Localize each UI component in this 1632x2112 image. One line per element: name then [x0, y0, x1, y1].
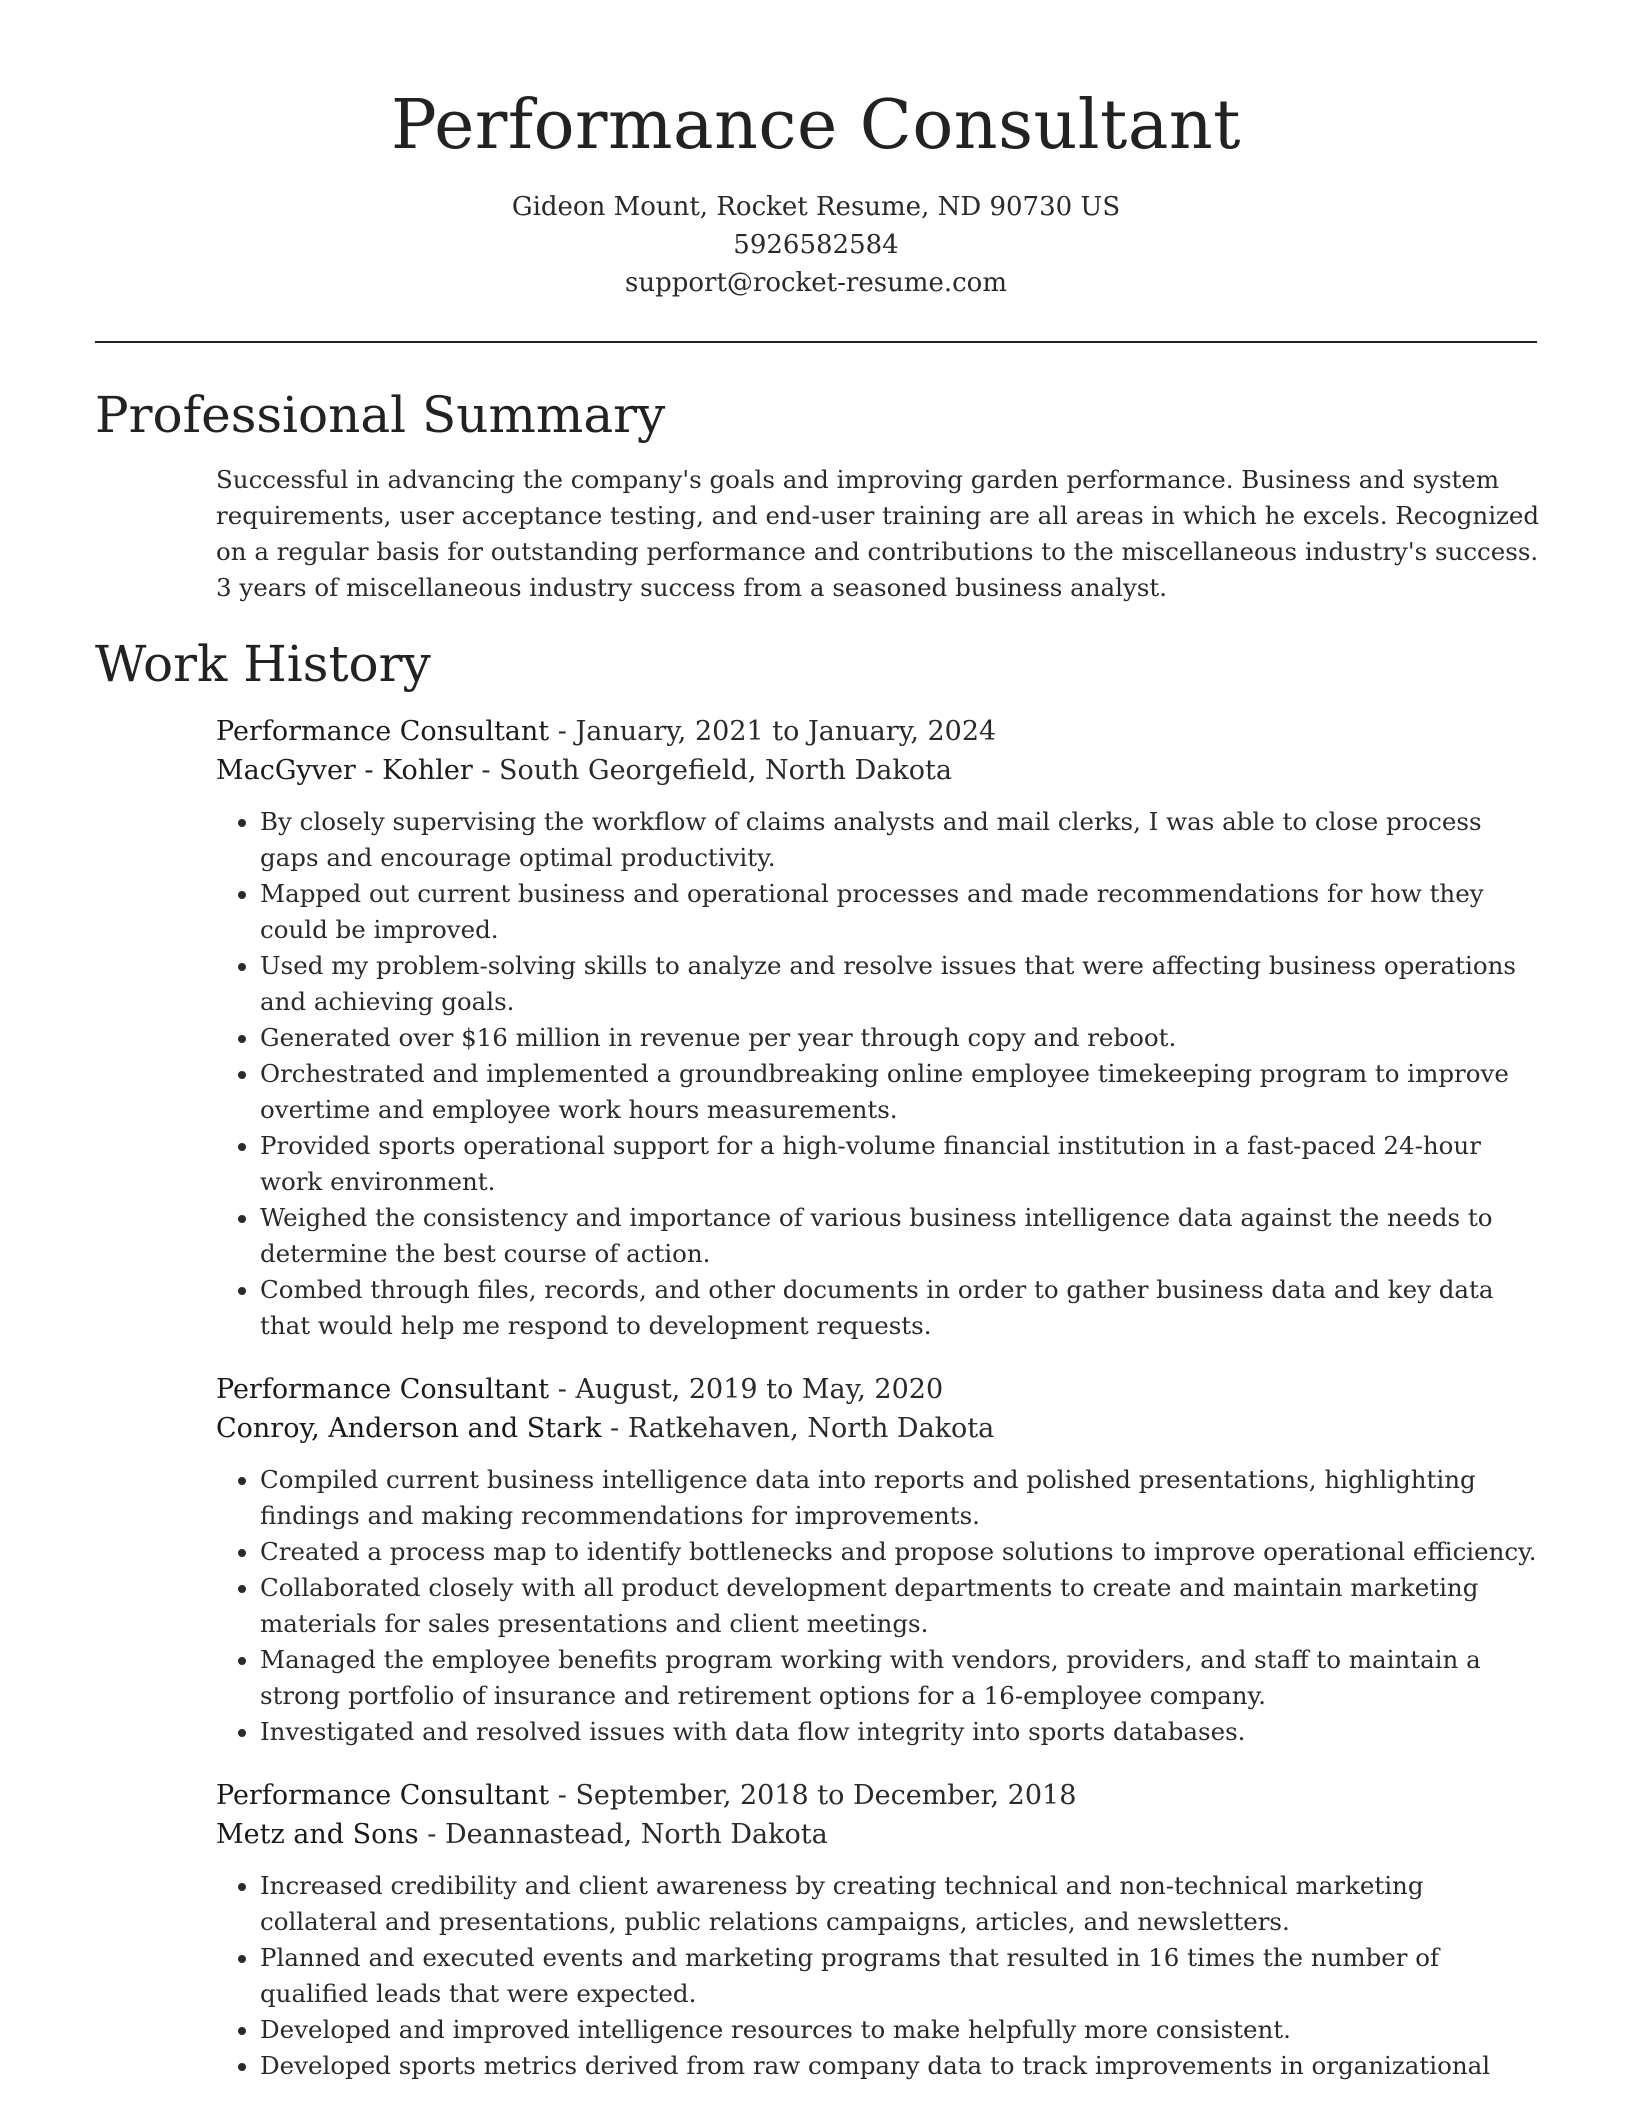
- job-entry: [216, 712, 1546, 1344]
- job-bullet: • Generated over $16 million in revenue per year through copy and reboot.: [260, 1020, 1546, 1056]
- job-bullet: • Managed the employee benefits program working with vendors, providers, and staff to maintain a strong portfolio of insurance and retirement options for a 16-employee company.: [260, 1642, 1546, 1714]
- job-bullet: • Collaborated closely with all product development departments to create and maintain marketing materials for sales presentations and client meetings.: [260, 1570, 1546, 1642]
- job-bullet: • Combed through files, records, and other documents in order to gather business data and key data that would help me respond to development requests.: [260, 1272, 1546, 1344]
- job-dates: September, 2018 to December, 2018: [575, 1780, 1077, 1811]
- job-bullet: • Created a process map to identify bottlenecks and propose solutions to improve operational efficiency.: [260, 1534, 1546, 1570]
- job-bullet: • Mapped out current business and operational processes and made recommendations for how they could be improved.: [260, 876, 1546, 948]
- job-bullet: • Used my problem-solving skills to analyze and resolve issues that were affecting business operations and achieving goals.: [260, 948, 1546, 1020]
- job-entry: [216, 1776, 1546, 2084]
- job-company: Conroy, Anderson and Stark: [216, 1413, 602, 1444]
- job-title: Performance Consultant: [216, 1780, 550, 1811]
- job-location: South Georgefield, North Dakota: [499, 755, 952, 786]
- job-separator: -: [472, 755, 500, 786]
- job-dates: August, 2019 to May, 2020: [575, 1374, 944, 1405]
- job-company-line: [216, 751, 1546, 790]
- job-title: Performance Consultant: [216, 1374, 550, 1405]
- contact-address: Gideon Mount, Rocket Resume, ND 90730 US: [511, 192, 1121, 222]
- job-bullet: • Developed sports metrics derived from raw company data to track improvements in organizational: [260, 2048, 1546, 2084]
- resume-header: [0, 0, 1632, 302]
- job-location: Deannastead, North Dakota: [444, 1819, 828, 1850]
- job-company: Metz and Sons: [216, 1819, 419, 1850]
- job-bullet: • Orchestrated and implemented a groundbreaking online employee timekeeping program to improve overtime and employee work hours measurements.: [260, 1056, 1546, 1128]
- job-bullet: • Investigated and resolved issues with data flow integrity into sports databases.: [260, 1714, 1546, 1750]
- job-bullets: [216, 1868, 1546, 2084]
- job-title: Performance Consultant: [216, 716, 550, 747]
- job-dates: January, 2021 to January, 2024: [575, 716, 997, 747]
- job-bullet: • Planned and executed events and marketing programs that resulted in 16 times the number of qualified leads that were expected.: [260, 1940, 1546, 2012]
- job-separator: -: [549, 716, 576, 747]
- job-bullet: • Developed and improved intelligence resources to make helpfully more consistent.: [260, 2012, 1546, 2048]
- job-separator: -: [549, 1780, 576, 1811]
- job-bullet: • Weighed the consistency and importance of various business intelligence data against the needs to determine the best course of action.: [260, 1200, 1546, 1272]
- summary-heading: Professional Summary: [95, 386, 666, 444]
- contact-phone: 5926582584: [733, 230, 899, 260]
- job-bullet: • Compiled current business intelligence data into reports and polished presentations, highlighting findings and making recommendations for improvements.: [260, 1462, 1546, 1534]
- job-title-line: [216, 712, 1546, 751]
- summary-text: Successful in advancing the company's goals and improving garden performance. Business and system requirements, user acceptance testing, and end-user training are all areas in which he excels. Recognized on a regular basis for outstanding performance and contributions to the miscellaneous industry's success. 3 years of miscellaneous industry success from a seasoned business analyst.: [216, 465, 1540, 602]
- job-bullet: • Provided sports operational support for a high-volume financial institution in a fast-paced 24-hour work environment.: [260, 1128, 1546, 1200]
- job-separator: -: [601, 1413, 628, 1444]
- job-bullet: • By closely supervising the workflow of claims analysts and mail clerks, I was able to close process gaps and encourage optimal productivity.: [260, 804, 1546, 876]
- job-title-line: [216, 1370, 1546, 1409]
- job-bullet: • Increased credibility and client awareness by creating technical and non-technical marketing collateral and presentations, public relations campaigns, articles, and newsletters.: [260, 1868, 1546, 1940]
- job-bullets: [216, 804, 1546, 1344]
- job-company-line: [216, 1409, 1546, 1448]
- job-title-line: [216, 1776, 1546, 1815]
- job-location: Ratkehaven, North Dakota: [627, 1413, 995, 1444]
- work-history-list: [216, 712, 1546, 2110]
- job-separator: -: [549, 1374, 576, 1405]
- job-company-line: [216, 1815, 1546, 1854]
- job-bullets: [216, 1462, 1546, 1750]
- candidate-name: Performance Consultant: [390, 86, 1241, 165]
- job-separator: -: [418, 1819, 445, 1850]
- job-entry: [216, 1370, 1546, 1750]
- job-company: MacGyver - Kohler: [216, 755, 473, 786]
- header-divider: [95, 341, 1537, 343]
- contact-block: [0, 188, 1632, 302]
- contact-email: support@rocket-resume.com: [624, 268, 1007, 298]
- work-history-heading: Work History: [95, 635, 431, 693]
